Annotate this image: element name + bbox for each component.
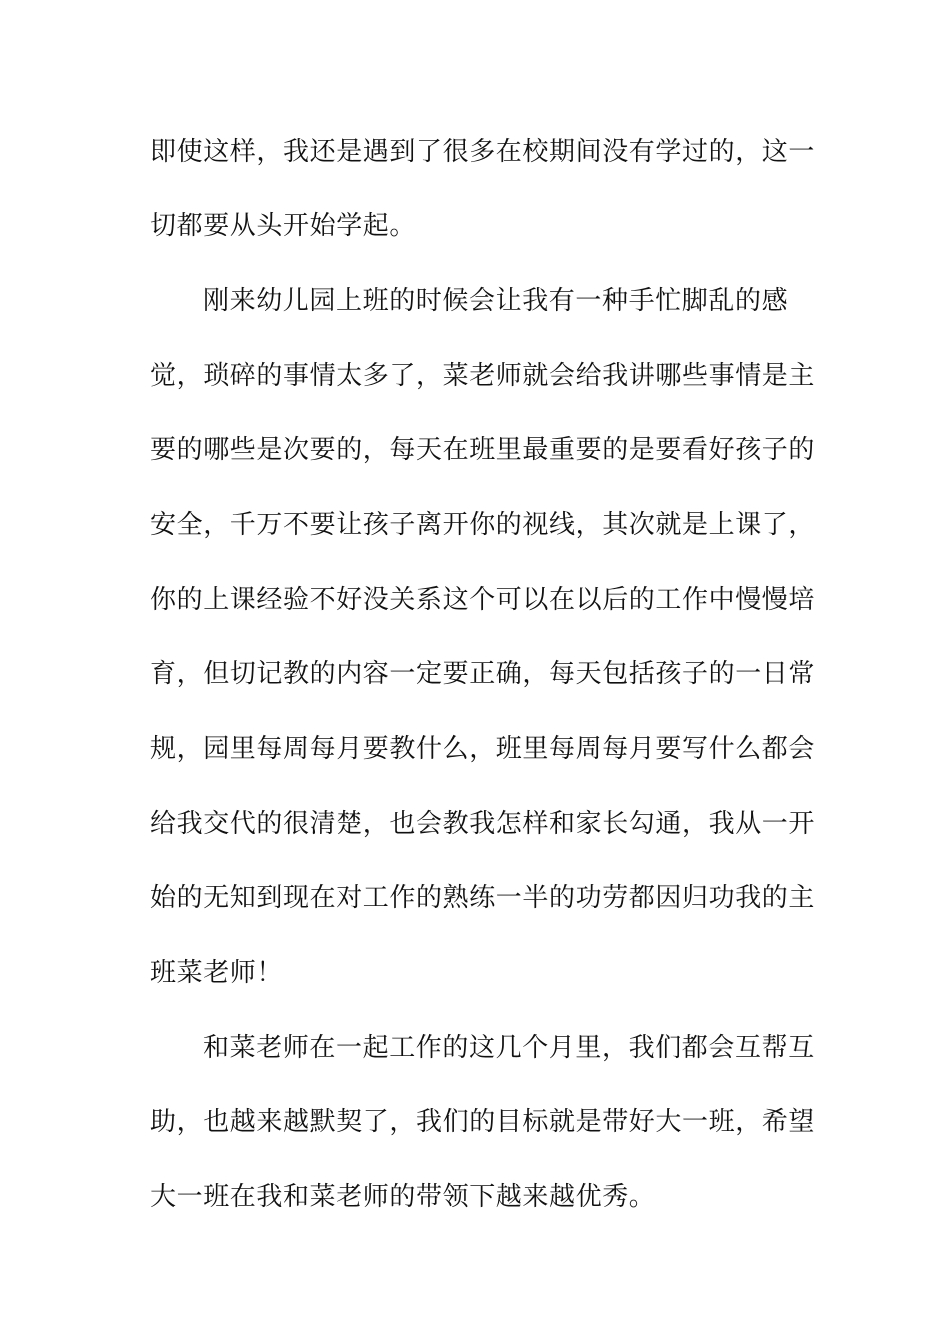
text-line: 育，但切记教的内容一定要正确，每天包括孩子的一日常 [150, 659, 816, 689]
text-line: 规，园里每周每月要教什么，班里每周每月要写什么都会 [150, 734, 816, 764]
text-line: 切都要从头开始学起。 [150, 211, 417, 241]
text-line: 班菜老师！ [150, 958, 284, 988]
paragraph-start-line: 刚来幼儿园上班的时候会让我有一种手忙脚乱的感 [203, 286, 789, 316]
text-line: 给我交代的很清楚，也会教我怎样和家长勾通，我从一开 [150, 809, 816, 839]
paragraph-start-line: 和菜老师在一起工作的这几个月里，我们都会互帮互 [203, 1033, 815, 1063]
text-line: 始的无知到现在对工作的熟练一半的功劳都因归功我的主 [150, 883, 816, 913]
text-line: 助，也越来越默契了，我们的目标就是带好大一班，希望 [150, 1107, 816, 1137]
text-line: 要的哪些是次要的，每天在班里最重要的是要看好孩子的 [150, 435, 816, 465]
text-line: 即使这样，我还是遇到了很多在校期间没有学过的，这一 [150, 137, 816, 167]
text-line: 安全，千万不要让孩子离开你的视线，其次就是上课了， [150, 510, 816, 540]
text-line: 你的上课经验不好没关系这个可以在以后的工作中慢慢培 [150, 585, 816, 615]
text-line: 大一班在我和菜老师的带领下越来越优秀。 [150, 1182, 656, 1212]
text-line: 觉，琐碎的事情太多了，菜老师就会给我讲哪些事情是主 [150, 361, 816, 391]
